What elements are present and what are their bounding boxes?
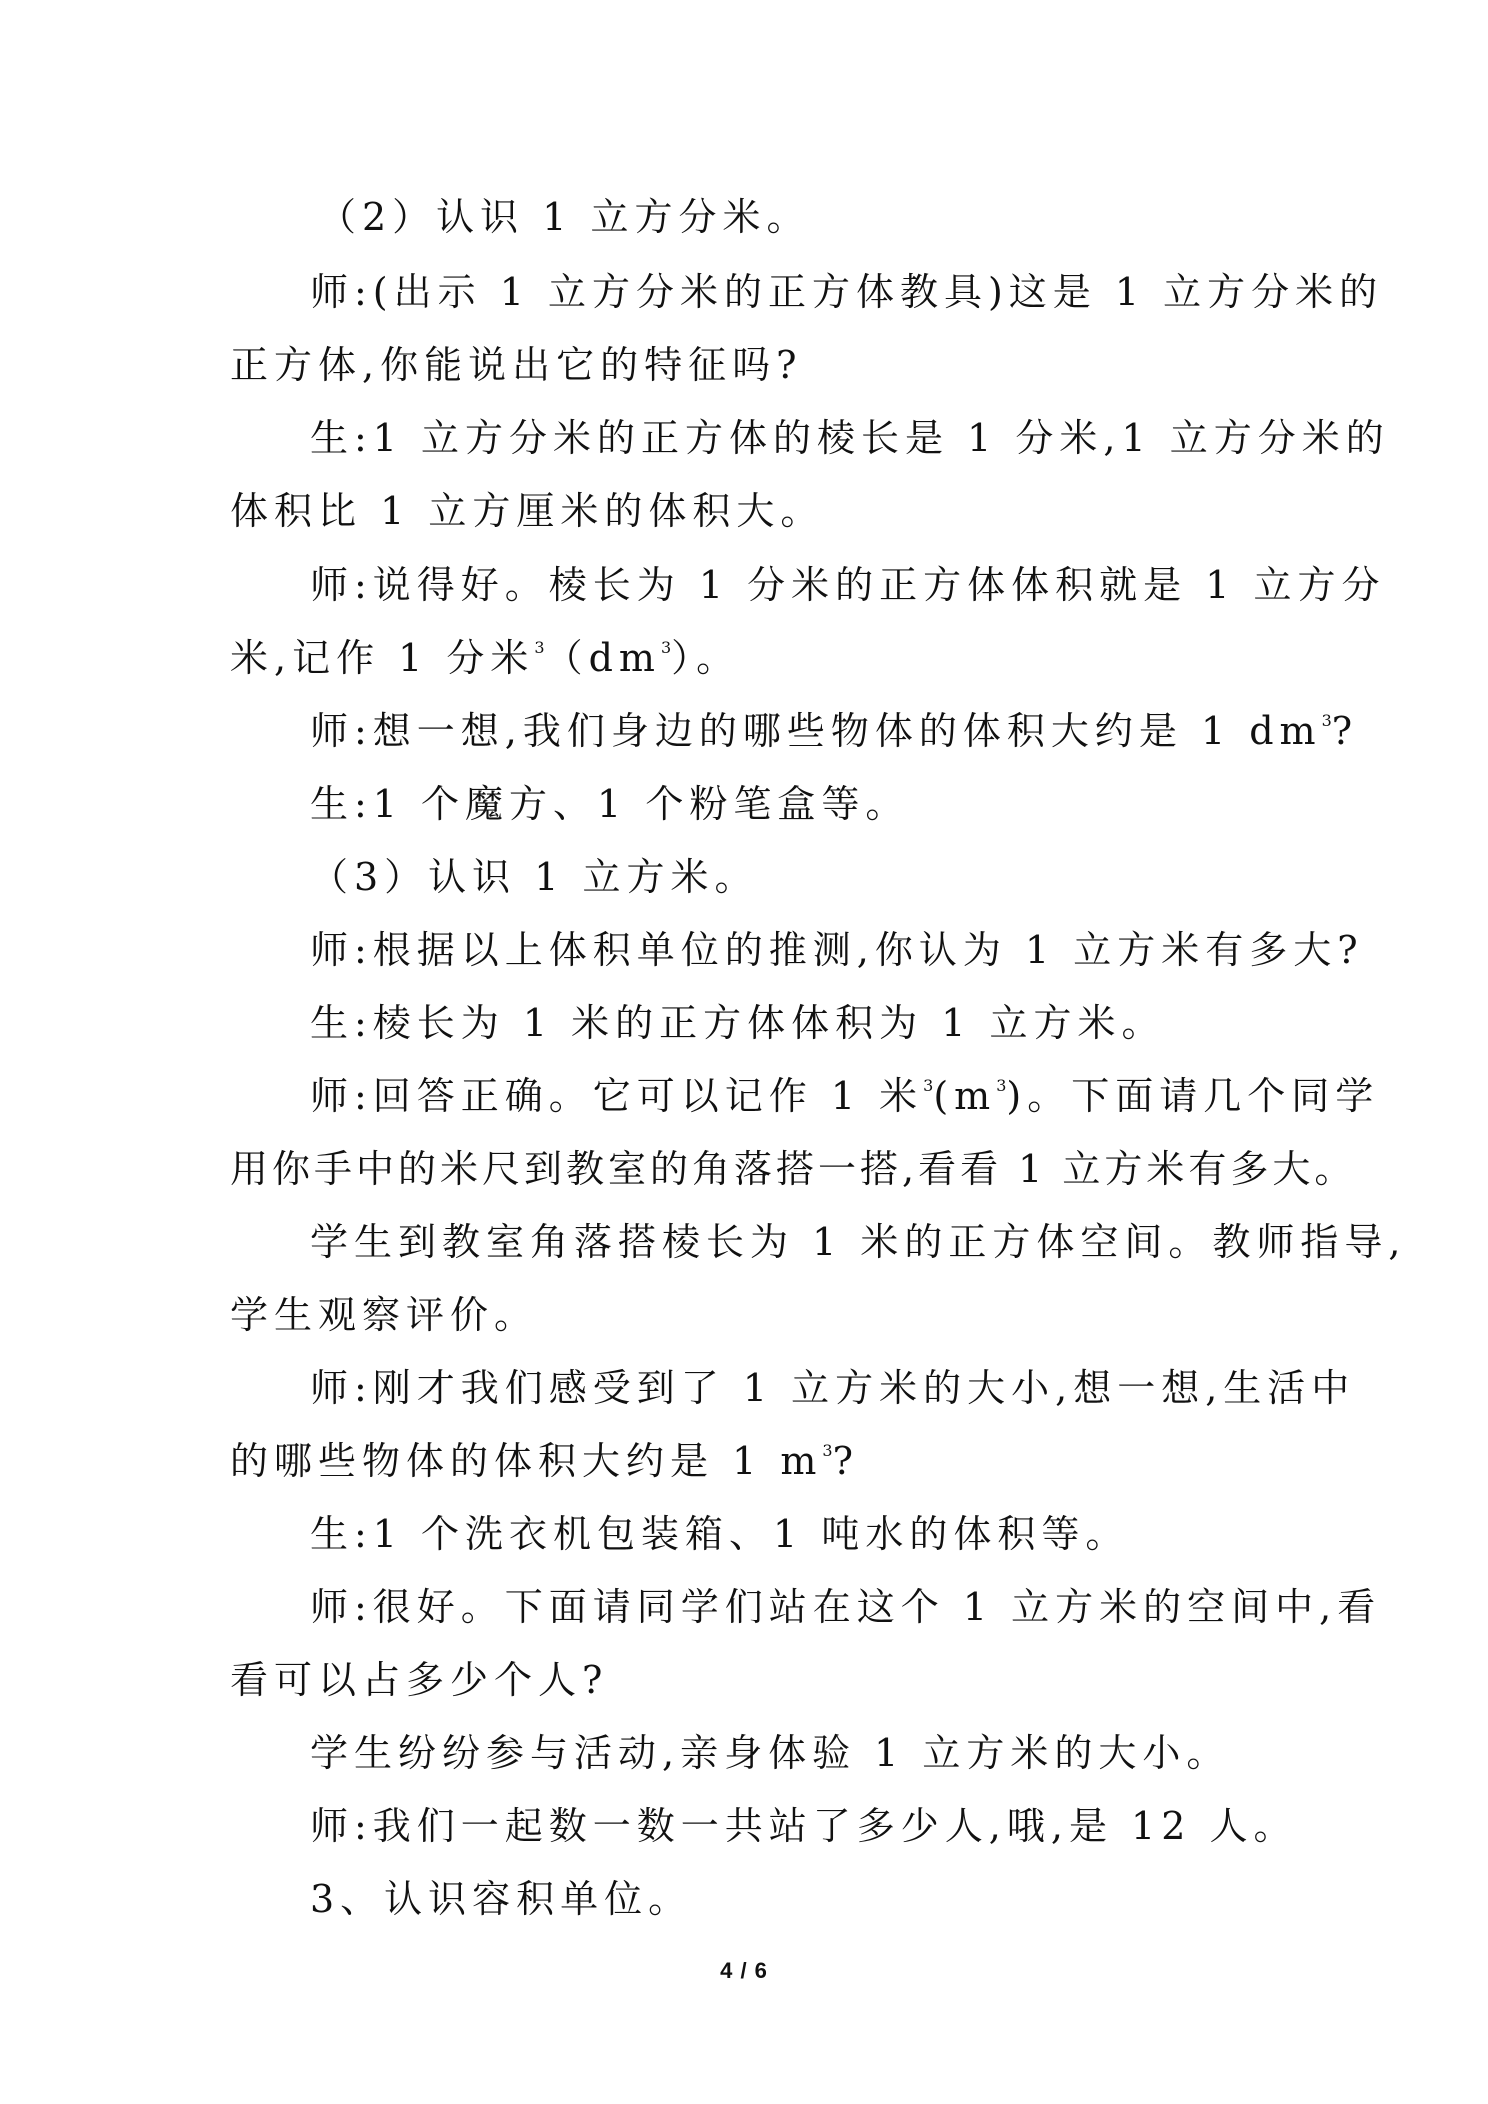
paragraph-line: 师:(出示 1 立方分米的正方体教具)这是 1 立方分米的 (310, 270, 1384, 314)
paragraph-line: 师:想一想,我们身边的哪些物体的体积大约是 1 $dm^3$? (310, 709, 1359, 753)
paragraph-line: 学生观察评价。 (230, 1293, 539, 1337)
superscript: 3 (822, 1441, 833, 1460)
superscript: 3 (660, 638, 672, 657)
paragraph-line: 学生到教室角落搭棱长为 1 米的正方体空间。教师指导, (310, 1220, 1407, 1264)
paragraph-line: 的哪些物体的体积大约是 1 $m^3$? (230, 1439, 859, 1483)
paragraph-line: 生:1 个魔方、1 个粉笔盒等。 (310, 782, 910, 826)
paragraph-line: 师:回答正确。它可以记作 1 米$^3(m^3)$。下面请几个同学 (310, 1074, 1380, 1118)
paragraph-line: 师:我们一起数一数一共站了多少人,哦,是 12 人。 (310, 1804, 1298, 1848)
paragraph-line: 师:刚才我们感受到了 1 立方米的大小,想一想,生活中 (310, 1366, 1356, 1410)
paragraph-line: 师:根据以上体积单位的推测,你认为 1 立方米有多大? (310, 928, 1364, 972)
superscript: 3 (996, 1076, 1007, 1095)
paragraph-line: 师:说得好。棱长为 1 分米的正方体体积就是 1 立方分 (310, 563, 1386, 607)
page-number: 4 / 6 (720, 1958, 768, 1983)
paragraph-line: 生:1 个洗衣机包装箱、1 吨水的体积等。 (310, 1512, 1130, 1556)
paragraph-line: 正方体,你能说出它的特征吗? (230, 343, 803, 387)
section-heading-cubic-meter: （3）认识 1 立方米。 (310, 855, 759, 899)
section-heading-cubic-decimeter: （2）认识 1 立方分米。 (318, 195, 811, 239)
superscript: 3 (534, 638, 545, 657)
paragraph-line: 看可以占多少个人? (230, 1658, 609, 1702)
paragraph-line: 学生纷纷参与活动,亲身体验 1 立方米的大小。 (310, 1731, 1231, 1775)
paragraph-line: 师:很好。下面请同学们站在这个 1 立方米的空间中,看 (310, 1585, 1382, 1629)
section-heading-capacity-units: 3、认识容积单位。 (310, 1877, 693, 1921)
paragraph-line: 米,记作 1 分米$^3(dm^3)$。 (230, 636, 741, 680)
paragraph-line: 生:棱长为 1 米的正方体体积为 1 立方米。 (310, 1001, 1166, 1045)
paragraph-line: 生:1 立方分米的正方体的棱长是 1 分米,1 立方分米的 (310, 416, 1390, 460)
superscript: 3 (1321, 711, 1332, 730)
superscript: 3 (923, 1076, 934, 1095)
paragraph-line: 体积比 1 立方厘米的体积大。 (230, 489, 825, 533)
paragraph-line: 用你手中的米尺到教室的角落搭一搭,看看 1 立方米有多大。 (230, 1147, 1357, 1191)
